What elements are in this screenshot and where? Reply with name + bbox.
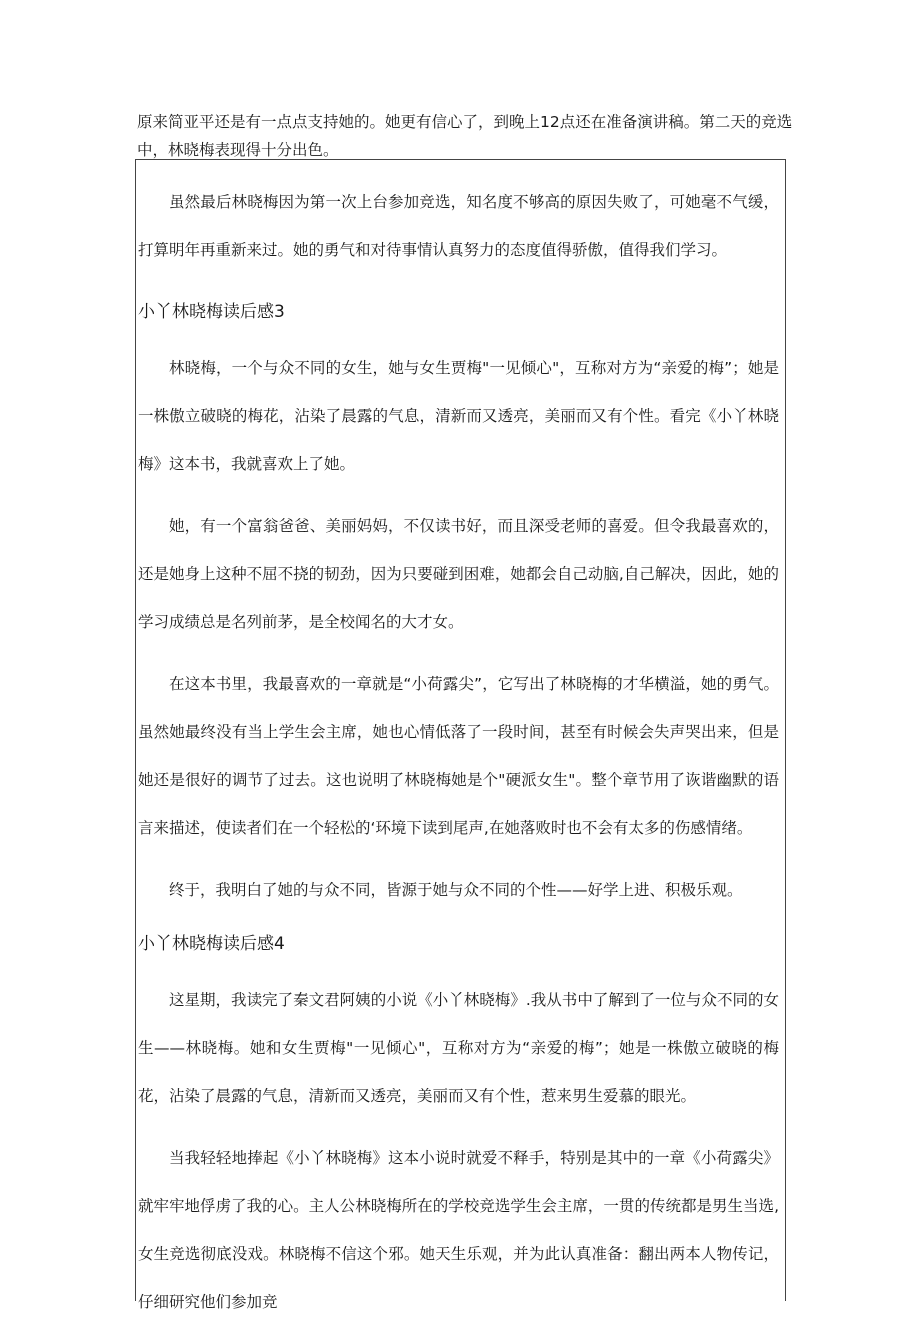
paragraph-3: 她，有一个富翁爸爸、美丽妈妈，不仅读书好，而且深受老师的喜爱。但令我最喜欢的，还是她身上这种不屈不挠的韧劲，因为只要碰到困难，她都会自己动脑,自己解决，因此，她的学习成绩总是名列前茅，是全校闻名的大才女。 [138,517,779,631]
content-box [135,159,786,1311]
paragraph-6: 这星期，我读完了秦文君阿姨的小说《小丫林晓梅》.我从书中了解到了一位与众不同的女生——林晓梅。她和女生贾梅"一见倾心"，互称对方为“亲爱的梅”；她是一株傲立破晓的梅花，沾染了晨露的气息，清新而又透亮，美丽而又有个性，惹来男生爱慕的眼光。 [138,991,779,1105]
paragraph-4: 在这本书里，我最喜欢的一章就是“小荷露尖”，它写出了林晓梅的才华横溢，她的勇气。虽然她最终没有当上学生会主席，她也心情低落了一段时间，甚至有时候会失声哭出来，但是她还是很好的调节了过去。这也说明了林晓梅她是个"硬派女生"。整个章节用了诙谐幽默的语言来描述，使读者们在一个轻松的‘环境下读到尾声,在她落败时也不会有太多的伤感情绪。 [138,675,779,837]
paragraph-1: 虽然最后林晓梅因为第一次上台参加竞选，知名度不够高的原因失败了，可她毫不气缓，打算明年再重新来过。她的勇气和对待事情认真努力的态度值得骄傲，值得我们学习。 [138,193,779,259]
paragraph-2: 林晓梅，一个与众不同的女生，她与女生贾梅"一见倾心"，互称对方为“亲爱的梅”；她是一株傲立破晓的梅花，沾染了晨露的气息，清新而又透亮，美丽而又有个性。看完《小丫林晓梅》这本书，我就喜欢上了她。 [138,359,779,473]
paragraph-5: 终于，我明白了她的与众不同，皆源于她与众不同的个性——好学上进、积极乐观。 [169,881,743,899]
paragraph-7: 当我轻轻地捧起《小丫林晓梅》这本小说时就爱不释手，特别是其中的一章《小荷露尖》就牢牢地俘虏了我的心。主人公林晓梅所在的学校竞选学生会主席，一贯的传统都是男生当选,女生竞选彻底没戏。林晓梅不信这个邪。她天生乐观，并为此认真准备：翻出两本人物传记，仔细研究他们参加竞 [138,1149,779,1311]
section-heading-3: 小丫林晓梅读后感3 [138,302,285,322]
section-heading-4: 小丫林晓梅读后感4 [138,934,285,954]
intro-paragraph: 原来简亚平还是有一点点支持她的。她更有信心了，到晚上12点还在准备演讲稿。第二天的竞选中，林晓梅表现得十分出色。 [137,113,793,159]
